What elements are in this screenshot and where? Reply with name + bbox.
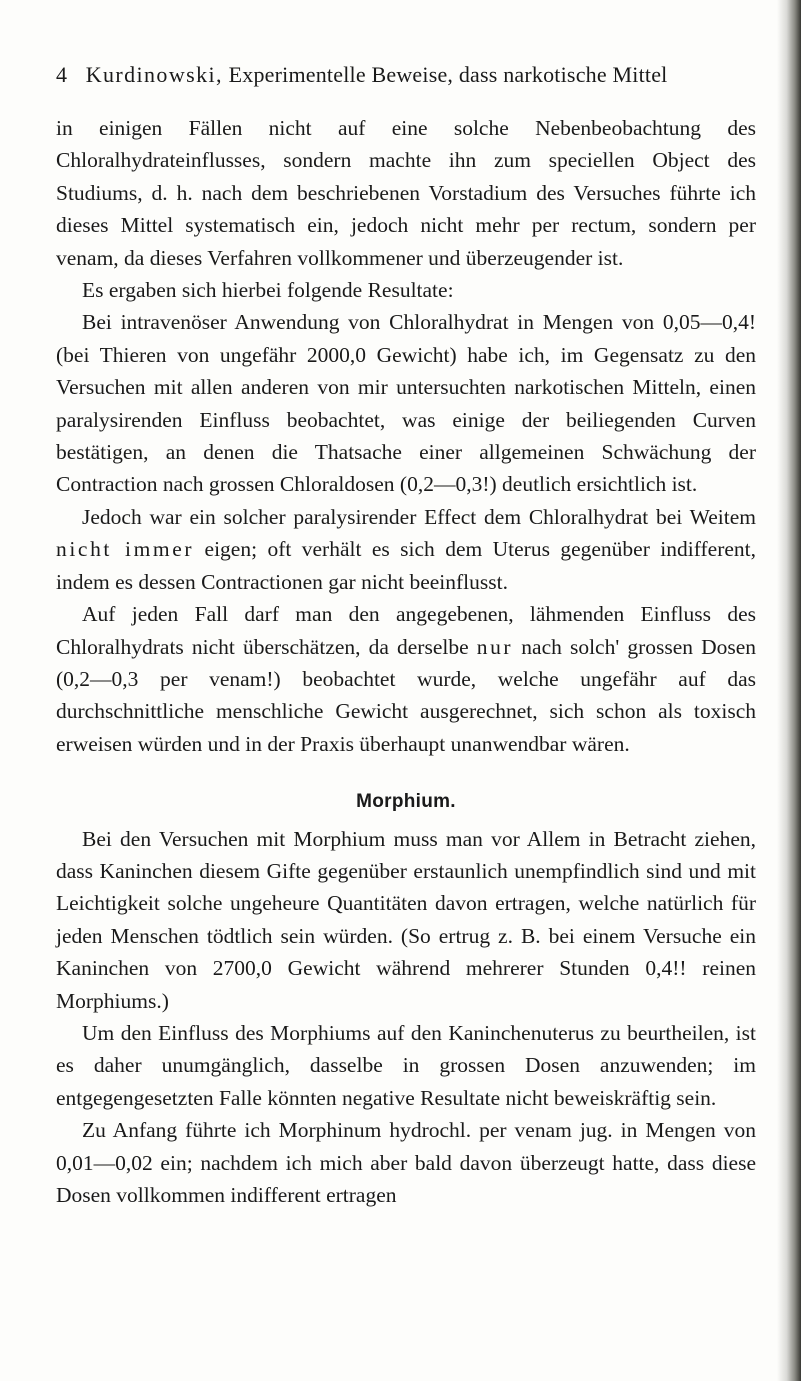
- running-head-author: Kurdinowski,: [85, 62, 223, 87]
- paragraph-5: [56, 598, 756, 760]
- paragraph-5-part-b: nach solch' grossen Dosen (0,2—0,3 per venam!) beobachtet wurde, welche ungefähr auf das durchschnittliche menschliche Gewicht ausgerechnet, sich schon als toxisch erweisen würden und in der Praxis überhaupt unanwendbar wären.: [56, 634, 757, 756]
- section-heading: Morphium.: [356, 791, 456, 813]
- paragraph-4-part-b: eigen; oft verhält es sich dem Uterus gegenüber indifferent, indem es dessen Contractionen gar nicht beeinflusst.: [56, 537, 757, 594]
- paragraph-4-emphasis: nicht immer: [56, 537, 195, 562]
- page-number: 4: [56, 62, 68, 87]
- paragraph-2: Es ergaben sich hierbei folgende Resultate:: [82, 278, 454, 303]
- paragraph-4: [56, 501, 756, 598]
- running-head: [56, 62, 746, 88]
- paragraph-5-part-a: Auf jeden Fall darf man den angegebenen, lähmenden Einfluss des Chloralhydrats nicht überschätzen, da derselbe: [56, 602, 756, 659]
- paragraph-1: in einigen Fällen nicht auf eine solche Nebenbeobachtung des Chloralhydrateinflusses, sondern machte ihn zum speciellen Object des Studiums, d. h. nach dem beschriebenen Vorstadium des Versuches führte ich dieses Mittel systematisch ein, jedoch nicht mehr per rectum, sondern per venam, da dieses Verfahren vollkommener und überzeugender ist.: [56, 116, 756, 270]
- paragraph-3: Bei intravenöser Anwendung von Chloralhydrat in Mengen von 0,05—0,4! (bei Thieren von ungefähr 2000,0 Gewicht) habe ich, im Gegensatz zu den Versuchen mit allen anderen von mir untersuchten narkotischen Mitteln, einen paralysirenden Einfluss beobachtet, was einige der beiliegenden Curven bestätigen, an denen die Thatsache einer allgemeinen Schwächung der Contraction nach grossen Chloraldosen (0,2—0,3!) deutlich ersichtlich ist.: [56, 310, 756, 497]
- paragraph-8: Zu Anfang führte ich Morphinum hydrochl. per venam jug. in Mengen von 0,01—0,02 ein; nachdem ich mich aber bald davon überzeugt hatte, dass diese Dosen vollkommen indifferent ertragen: [56, 1118, 756, 1207]
- body-text: [56, 112, 756, 1211]
- page-edge-shadow: [777, 0, 801, 1381]
- paragraph-6: Bei den Versuchen mit Morphium muss man vor Allem in Betracht ziehen, dass Kaninchen diesem Gifte gegenüber erstaunlich unempfindlich sind und mit Leichtigkeit solche ungeheure Quantitäten davon ertragen, welche natürlich für jeden Menschen tödtlich sein würden. (So ertrug z. B. bei einem Versuche ein Kaninchen von 2700,0 Gewicht während mehrerer Stunden 0,4!! reinen Morphiums.): [56, 826, 756, 1013]
- paragraph-5-emphasis: nur: [476, 634, 514, 659]
- paragraph-7: Um den Einfluss des Morphiums auf den Kaninchenuterus zu beurtheilen, ist es daher unumgänglich, dasselbe in grossen Dosen anzuwenden; im entgegengesetzten Falle könnten negative Resultate nicht beweiskräftig sein.: [56, 1020, 756, 1110]
- running-head-title: Experimentelle Beweise, dass narkotische Mittel: [228, 62, 668, 87]
- paragraph-4-part-a: Jedoch war ein solcher paralysirender Effect dem Chloralhydrat bei Weitem: [82, 504, 756, 529]
